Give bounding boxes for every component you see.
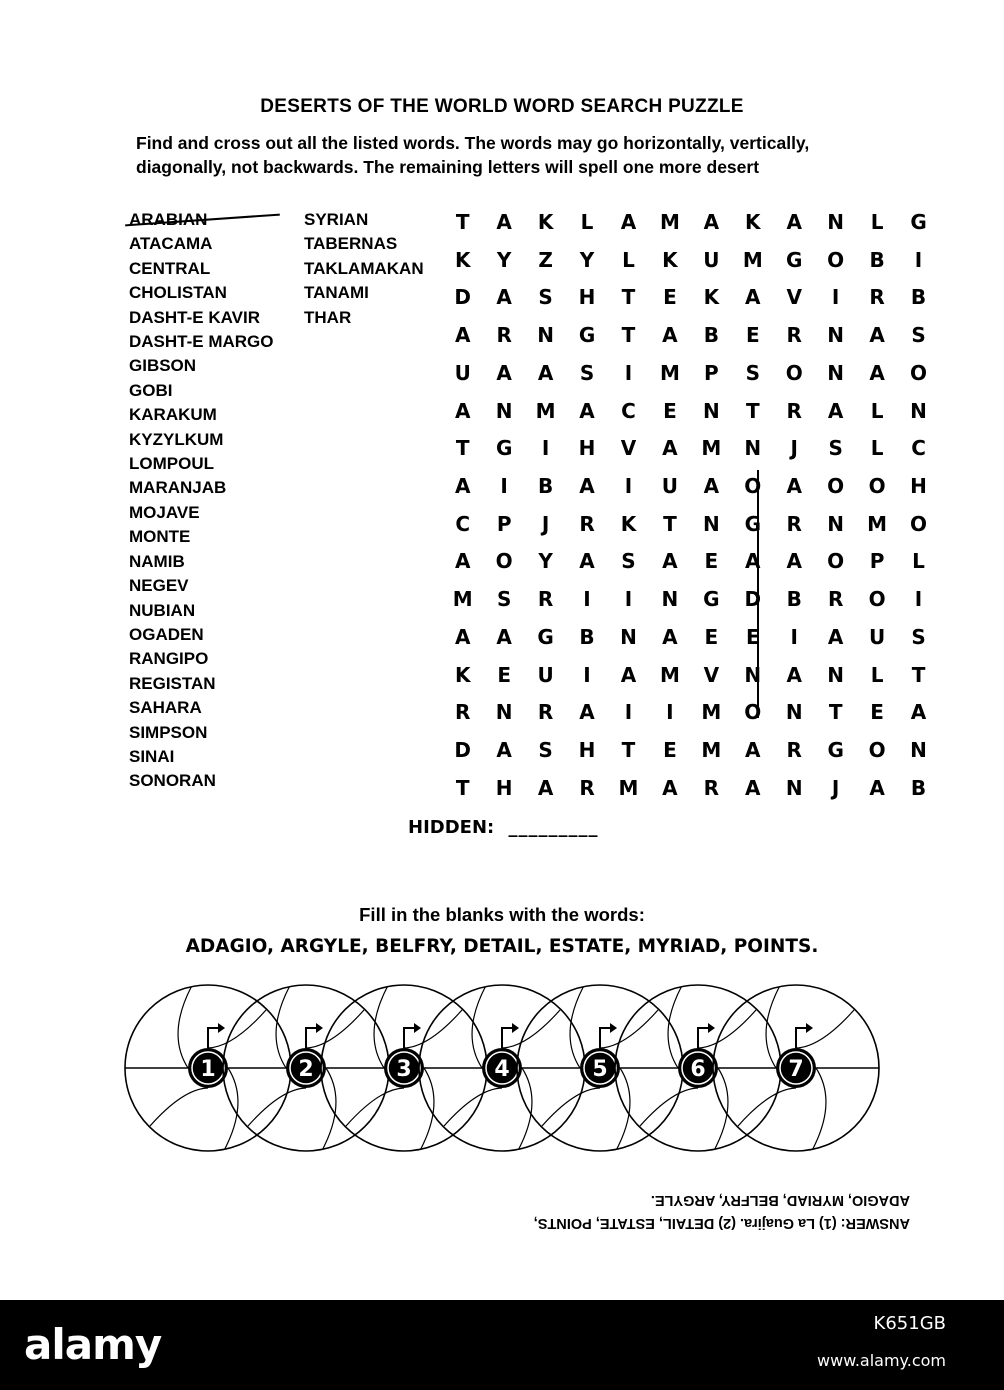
grid-letter: A xyxy=(454,549,471,574)
grid-letter: A xyxy=(579,700,595,725)
word-list-item: RANGIPO xyxy=(129,649,209,669)
grid-letter: N xyxy=(537,323,554,348)
grid-letter: M xyxy=(659,662,680,687)
fill-in-word-list: ADAGIO, ARGYLE, BELFRY, DETAIL, ESTATE, MYRIAD, POINTS. xyxy=(185,936,819,957)
instructions: Find and cross out all the listed words. The words may go horizontally, vertically, diagonally, not backwards. The remaining letters will spell one more desert xyxy=(136,133,810,177)
grid-letter: B xyxy=(910,285,927,310)
word-list-item: DASHT-E MARGO xyxy=(129,332,274,352)
grid-letter: U xyxy=(703,247,720,272)
grid-letter: T xyxy=(455,775,470,800)
word-list-item: SINAI xyxy=(129,746,175,766)
word-list-item: GIBSON xyxy=(129,356,197,376)
grid-letter: B xyxy=(910,775,927,800)
grid-letter: M xyxy=(701,738,722,763)
grid-letter: O xyxy=(785,360,803,385)
grid-letter: M xyxy=(659,360,680,385)
grid-letter: C xyxy=(621,398,636,423)
grid-letter: R xyxy=(455,700,471,725)
grid-letter: C xyxy=(455,511,471,536)
grid-letter: J xyxy=(541,511,550,536)
grid-letter: K xyxy=(662,247,678,272)
grid-letter: S xyxy=(911,323,926,348)
grid-letter: T xyxy=(911,662,926,687)
grid-letter: R xyxy=(786,323,802,348)
grid-letter: B xyxy=(786,587,802,612)
grid-letter: V xyxy=(620,436,637,461)
image-id: K651GB xyxy=(873,1313,946,1334)
grid-letter: Y xyxy=(496,247,512,272)
ring-number: 2 xyxy=(298,1057,314,1082)
grid-letter: P xyxy=(496,511,512,536)
grid-letter: A xyxy=(869,775,885,800)
grid-letter: M xyxy=(742,247,763,272)
grid-letter: I xyxy=(583,587,591,612)
grid-letter: E xyxy=(745,624,760,649)
grid-letter: N xyxy=(827,323,845,348)
grid-letter: R xyxy=(537,587,554,612)
grid-letter: O xyxy=(827,247,845,272)
ring-number: 3 xyxy=(396,1057,412,1082)
ring-number: 1 xyxy=(200,1057,216,1082)
grid-letter: D xyxy=(454,285,472,310)
grid-letter: T xyxy=(663,511,677,536)
word-list-item: NAMIB xyxy=(129,551,185,571)
grid-letter: V xyxy=(703,662,720,687)
ring-number: 5 xyxy=(592,1057,608,1082)
start-arrow-icon xyxy=(404,1028,414,1048)
grid-letter: N xyxy=(785,775,803,800)
grid-letter: G xyxy=(786,247,803,272)
grid-letter: U xyxy=(537,662,554,687)
word-list-item: THAR xyxy=(304,307,352,327)
grid-letter: A xyxy=(869,323,885,348)
grid-letter: G xyxy=(910,210,927,234)
grid-letter: T xyxy=(621,285,636,310)
grid-letter: L xyxy=(580,210,594,234)
grid-letter: R xyxy=(786,398,802,423)
grid-letter: A xyxy=(745,549,761,574)
grid-letter: A xyxy=(496,285,512,310)
grid-letter: R xyxy=(869,285,885,310)
grid-letter: K xyxy=(745,210,761,234)
word-list-item: GOBI xyxy=(129,380,173,400)
grid-letter: T xyxy=(828,700,843,725)
grid-letter: S xyxy=(538,738,553,763)
grid-letter: U xyxy=(454,360,471,385)
word-list-item: MOJAVE xyxy=(129,502,200,522)
grid-letter: S xyxy=(621,549,636,574)
grid-letter: B xyxy=(703,323,719,348)
word-list-item: KYZYLKUM xyxy=(129,429,224,449)
word-list-item: NUBIAN xyxy=(129,600,196,620)
hidden-label: HIDDEN: xyxy=(408,817,495,838)
grid-letter: G xyxy=(827,738,844,763)
grid-letter: I xyxy=(624,700,633,725)
grid-letter: E xyxy=(663,285,677,310)
grid-letter: T xyxy=(745,398,760,423)
word-list-item: SYRIAN xyxy=(304,210,369,229)
grid-letter: N xyxy=(661,587,679,612)
grid-letter: A xyxy=(662,323,678,348)
grid-letter: A xyxy=(620,662,637,687)
grid-letter: N xyxy=(702,511,720,536)
grid-letter: E xyxy=(663,398,677,423)
grid-letter: O xyxy=(827,474,845,499)
word-list-item: NEGEV xyxy=(129,576,189,596)
grid-letter: H xyxy=(578,738,596,763)
grid-letter: L xyxy=(622,247,635,272)
grid-letter: A xyxy=(910,700,927,725)
answer-line-1: ANSWER: (1) La Guajira. (2) DETAIL, ESTATE, POINTS, xyxy=(533,1215,910,1231)
grid-letter: K xyxy=(454,247,471,272)
grid-letter: N xyxy=(827,360,845,385)
start-arrow-icon xyxy=(502,1028,512,1048)
grid-letter: E xyxy=(870,700,884,725)
word-list-item: CENTRAL xyxy=(129,258,211,278)
grid-letter: H xyxy=(578,285,596,310)
grid-letter: A xyxy=(745,285,761,310)
grid-letter: Z xyxy=(538,247,553,272)
grid-letter: O xyxy=(827,549,845,574)
grid-letter: N xyxy=(785,700,803,725)
grid-letter: A xyxy=(579,549,595,574)
ring-number: 4 xyxy=(494,1057,510,1082)
grid-letter: B xyxy=(869,247,885,272)
start-arrow-icon xyxy=(796,1028,806,1048)
puzzle-title: DESERTS OF THE WORLD WORD SEARCH PUZZLE xyxy=(260,96,744,117)
grid-letter: A xyxy=(786,210,802,234)
grid-letter: I xyxy=(541,436,550,461)
grid-letter: H xyxy=(910,474,927,499)
grid-letter: B xyxy=(579,624,595,649)
grid-letter: R xyxy=(579,775,595,800)
grid-letter: A xyxy=(496,210,512,234)
grid-letter: B xyxy=(537,474,554,499)
grid-letter: O xyxy=(910,511,928,536)
grid-letter: A xyxy=(786,662,802,687)
grid-letter: G xyxy=(537,624,554,649)
grid-letter: I xyxy=(500,474,508,499)
grid-letter: I xyxy=(790,624,798,649)
grid-letter: V xyxy=(786,285,802,310)
grid-letter: M xyxy=(867,511,888,536)
grid-letter: E xyxy=(745,323,760,348)
grid-letter: S xyxy=(579,360,595,385)
grid-letter: S xyxy=(911,624,926,649)
grid-letter: S xyxy=(828,436,843,461)
grid-letter: N xyxy=(744,662,762,687)
grid-letter: G xyxy=(495,436,513,461)
grid-letter: U xyxy=(661,474,679,499)
grid-letter: I xyxy=(583,662,591,687)
grid-letter: M xyxy=(618,775,639,800)
word-list-item: CHOLISTAN xyxy=(129,283,227,303)
word-list-item: OGADEN xyxy=(129,624,204,644)
grid-letter: S xyxy=(538,285,553,310)
grid-letter: A xyxy=(662,549,678,574)
word-list-item: TANAMI xyxy=(304,283,369,303)
ring-number: 6 xyxy=(690,1057,706,1082)
alamy-logo: alamy xyxy=(24,1320,162,1369)
grid-letter: A xyxy=(662,436,678,461)
grid-letter: K xyxy=(454,662,471,687)
grid-letter: O xyxy=(495,549,513,574)
grid-letter: H xyxy=(495,775,513,800)
grid-letter: A xyxy=(537,360,554,385)
grid-letter: I xyxy=(624,360,633,385)
grid-letter: A xyxy=(869,360,885,385)
grid-letter: I xyxy=(624,474,633,499)
word-list-item: SONORAN xyxy=(129,771,216,791)
grid-letter: A xyxy=(703,210,720,234)
grid-letter: D xyxy=(744,587,762,612)
grid-letter: A xyxy=(620,210,637,234)
word-list-item: MARANJAB xyxy=(129,478,227,498)
grid-letter: E xyxy=(704,624,719,649)
grid-letter: N xyxy=(744,436,762,461)
grid-letter: M xyxy=(452,587,473,612)
grid-letter: L xyxy=(870,436,884,461)
answer-upside-down xyxy=(470,1188,910,1234)
grid-letter: K xyxy=(703,285,720,310)
word-list-item: DASHT-E KAVIR xyxy=(129,307,260,327)
grid-letter: A xyxy=(786,549,802,574)
grid-letter: G xyxy=(744,511,761,536)
word-list-item: REGISTAN xyxy=(129,673,216,693)
grid-letter: K xyxy=(620,511,637,536)
grid-letter: A xyxy=(579,398,595,423)
grid-letter: D xyxy=(454,738,472,763)
answer-line-2: ADAGIO, MYRIAD, BELFRY, ARGYLE. xyxy=(650,1192,910,1208)
grid-letter: J xyxy=(831,775,840,800)
grid-letter: P xyxy=(869,549,885,574)
grid-letter: N xyxy=(910,738,927,763)
grid-letter: O xyxy=(744,700,762,725)
grid-letter: E xyxy=(704,549,719,574)
word-list-item: LOMPOUL xyxy=(129,454,214,474)
grid-letter: A xyxy=(496,738,512,763)
grid-letter: N xyxy=(827,662,845,687)
grid-letter: T xyxy=(621,738,636,763)
grid-letter: M xyxy=(659,210,680,234)
start-arrow-icon xyxy=(600,1028,610,1048)
grid-letter: N xyxy=(910,398,927,423)
grid-letter: O xyxy=(910,360,928,385)
grid-letter: A xyxy=(786,474,802,499)
grid-letter: L xyxy=(870,662,884,687)
grid-letter: R xyxy=(496,323,512,348)
word-list-item: TAKLAMAKAN xyxy=(304,258,424,278)
word-list-item: SIMPSON xyxy=(129,722,208,742)
grid-letter: A xyxy=(496,624,512,649)
grid-letter: A xyxy=(537,775,554,800)
grid-letter: H xyxy=(578,436,596,461)
grid-letter: R xyxy=(786,738,802,763)
grid-letter: O xyxy=(868,738,886,763)
grid-letter: N xyxy=(827,210,845,234)
grid-letter: O xyxy=(868,587,886,612)
grid-letter: C xyxy=(911,436,926,461)
grid-letter: I xyxy=(624,587,633,612)
site-url: www.alamy.com xyxy=(817,1351,946,1370)
grid-letter: A xyxy=(579,474,595,499)
grid-letter: G xyxy=(578,323,596,348)
grid-letter: S xyxy=(496,587,512,612)
grid-letter: R xyxy=(786,511,802,536)
grid-letter: I xyxy=(914,587,923,612)
grid-letter: T xyxy=(621,323,636,348)
grid-letter: A xyxy=(496,360,512,385)
grid-letter: R xyxy=(827,587,844,612)
grid-letter: R xyxy=(537,700,554,725)
grid-letter: K xyxy=(537,210,554,234)
grid-letter: I xyxy=(914,247,923,272)
grid-letter: N xyxy=(702,398,720,423)
hidden-blanks: _________ xyxy=(508,817,599,838)
grid-letter: E xyxy=(663,738,677,763)
grid-letter: M xyxy=(701,436,722,461)
grid-letter: R xyxy=(579,511,595,536)
grid-letter: T xyxy=(455,210,470,234)
grid-letter: N xyxy=(827,511,845,536)
grid-letter: I xyxy=(831,285,840,310)
grid-letter: Y xyxy=(579,247,595,272)
grid-letter: O xyxy=(744,474,762,499)
grid-letter: M xyxy=(701,700,722,725)
grid-letter: A xyxy=(454,474,471,499)
grid-letter: M xyxy=(535,398,556,423)
grid-letter: N xyxy=(620,624,637,649)
grid-letter: A xyxy=(454,323,471,348)
grid-letter: I xyxy=(666,700,674,725)
start-arrow-icon xyxy=(306,1028,316,1048)
grid-letter: G xyxy=(703,587,720,612)
grid-letter: A xyxy=(827,398,844,423)
ring-number: 7 xyxy=(788,1057,804,1082)
word-list-item: ARABIAN xyxy=(129,208,274,232)
grid-letter: U xyxy=(868,624,886,649)
grid-letter: A xyxy=(827,624,844,649)
grid-letter: N xyxy=(495,398,513,423)
fill-in-title: Fill in the blanks with the words: xyxy=(359,904,645,925)
grid-letter: A xyxy=(703,474,720,499)
grid-letter: T xyxy=(455,436,470,461)
grid-letter: L xyxy=(870,398,884,423)
grid-letter: A xyxy=(745,775,761,800)
grid-letter: R xyxy=(703,775,720,800)
grid-letter: L xyxy=(912,549,925,574)
word-list-item: MONTE xyxy=(129,527,191,547)
grid-letter: A xyxy=(662,775,678,800)
grid-letter: A xyxy=(745,738,761,763)
word-list-item: TABERNAS xyxy=(304,234,398,254)
grid-letter: N xyxy=(495,700,513,725)
start-arrow-icon xyxy=(698,1028,708,1048)
grid-letter: O xyxy=(868,474,886,499)
grid-letter: S xyxy=(745,360,760,385)
word-list-item: KARAKUM xyxy=(129,405,217,425)
grid-letter: E xyxy=(497,662,511,687)
grid-letter: Y xyxy=(538,549,553,574)
grid-letter: A xyxy=(454,624,471,649)
grid-letter: A xyxy=(662,624,678,649)
word-list-item: ATACAMA xyxy=(129,234,213,254)
grid-letter: A xyxy=(454,398,471,423)
grid-letter: J xyxy=(790,436,798,461)
start-arrow-icon xyxy=(208,1028,218,1048)
grid-letter: P xyxy=(704,360,719,385)
word-list-item: SAHARA xyxy=(129,698,202,718)
grid-letter: L xyxy=(870,210,884,234)
